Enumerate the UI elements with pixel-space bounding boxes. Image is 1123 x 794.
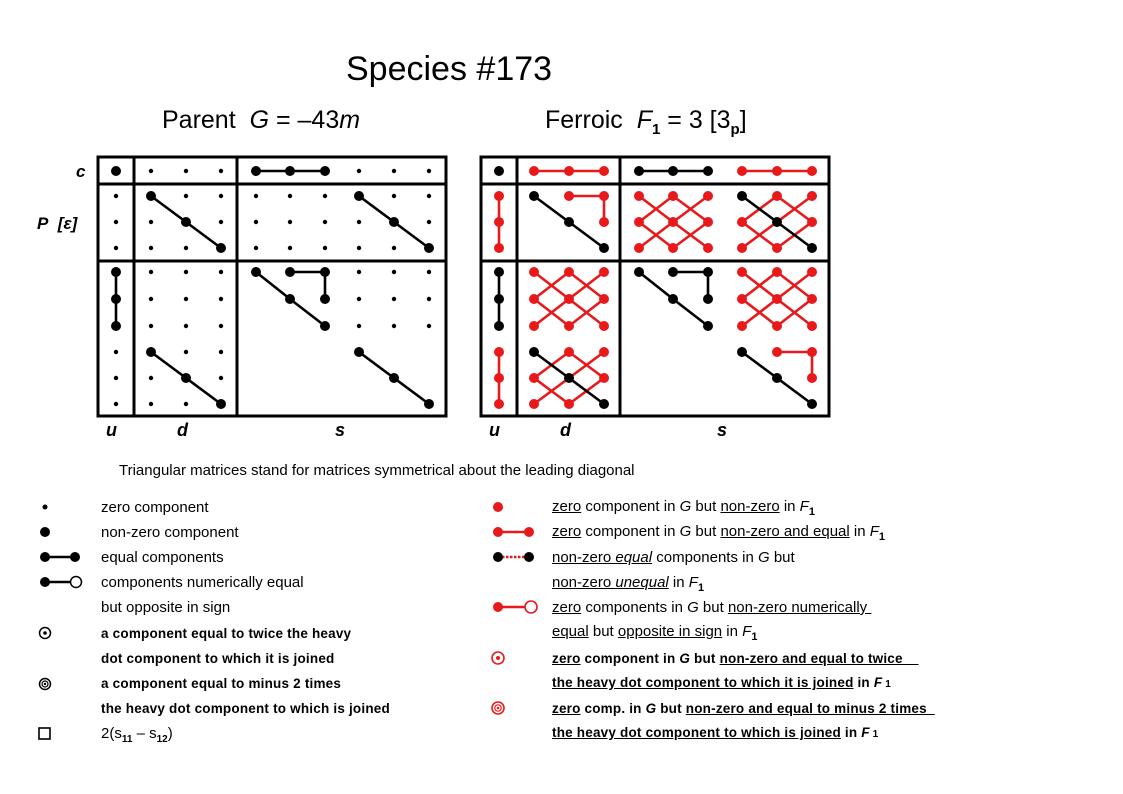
red-dot [494,217,504,227]
zero-dot [288,220,292,224]
legend-minus2-1: a component equal to minus 2 times [101,676,342,691]
red-dot [668,191,678,201]
red-dot [599,294,609,304]
zero-dot [392,324,396,328]
nonzero-dot [807,399,817,409]
nonzero-dot [216,243,226,253]
red-center-dot [497,707,500,710]
zero-dot [219,169,223,173]
zero-dot [114,246,118,250]
zero-dot [149,297,153,301]
nonzero-dot [634,267,644,277]
zero-dot [392,194,396,198]
red-dot [737,166,747,176]
nonzero-dot-icon [70,552,80,562]
zero-dot [427,324,431,328]
zero-dot [149,246,153,250]
nonzero-dot [251,267,261,277]
red-dot [494,399,504,409]
zero-dot [288,194,292,198]
nonzero-dot [494,267,504,277]
red-dot [807,373,817,383]
nonzero-dot-icon [40,552,50,562]
zero-dot [392,297,396,301]
zero-dot [427,169,431,173]
page-title: Species #173 [346,50,553,88]
legend-minus2-2: the heavy dot component to which is joined [101,701,390,716]
red-dot [599,373,609,383]
ferroic-matrix [481,157,829,416]
red-dot [807,321,817,331]
red-dot [529,321,539,331]
legend-equal-components: equal components [101,549,224,566]
red-dot [599,191,609,201]
legend-opposite-sign-1: components numerically equal [101,574,304,591]
zero-dot [392,270,396,274]
red-dot [599,166,609,176]
nonzero-dot [703,294,713,304]
nonzero-dot [354,191,364,201]
zero-dot [357,270,361,274]
equal-link [673,272,708,299]
zero-dot [357,220,361,224]
nonzero-dot [494,321,504,331]
zero-dot [323,220,327,224]
nonzero-dot [494,166,504,176]
red-dot-icon [493,527,503,537]
col-label-d-left: d [177,420,188,440]
red-dot [599,321,609,331]
nonzero-dot [668,294,678,304]
red-dot [564,294,574,304]
zero-dot [149,270,153,274]
nonzero-dot [703,267,713,277]
row-label-c: c [76,162,86,181]
red-equal-link [569,196,604,222]
red-dot [494,243,504,253]
nonzero-dot [354,347,364,357]
red-dot [564,191,574,201]
zero-dot [184,246,188,250]
legend-r4: non-zero unequal in $F_1$ [552,574,705,594]
nonzero-dot [181,217,191,227]
red-dot [564,347,574,357]
red-dot [494,191,504,201]
legend-r3: non-zero equal components in G but [552,549,795,566]
zero-dot [357,297,361,301]
red-dot [529,267,539,277]
nonzero-dot [529,191,539,201]
red-equal-link [777,352,812,378]
matrix-note: Triangular matrices stand for matrices symmetrical about the leading diagonal [119,462,635,479]
red-dot [807,217,817,227]
red-dot-icon [493,502,503,512]
zero-dot-icon [43,505,48,510]
legend-r10: the heavy dot component to which is joined in F 1 [552,725,879,740]
zero-dot [219,297,223,301]
legend-s11-s12: $2(s_{11} - s_{12})$ [101,725,173,745]
col-label-s-right: s [717,420,728,440]
red-dot [807,191,817,201]
zero-dot [219,194,223,198]
nonzero-dot [772,373,782,383]
red-dot [634,191,644,201]
red-dot [772,267,782,277]
nonzero-dot [599,399,609,409]
red-dot [807,347,817,357]
zero-dot [149,402,153,406]
legend-opposite-sign-2: but opposite in sign [101,599,231,616]
red-dot [703,243,713,253]
center-dot [44,683,46,685]
nonzero-dot [285,267,295,277]
red-dot [737,243,747,253]
nonzero-dot [737,347,747,357]
parent-matrix [98,157,446,416]
zero-dot [357,246,361,250]
zero-dot [114,376,118,380]
zero-dot [323,246,327,250]
nonzero-dot [216,399,226,409]
legend-r5: zero components in G but non-zero numerically [552,599,872,616]
zero-dot [114,194,118,198]
zero-dot [149,169,153,173]
nonzero-dot [320,166,330,176]
nonzero-dot [703,166,713,176]
zero-dot [184,350,188,354]
zero-dot [219,220,223,224]
zero-dot [184,297,188,301]
red-dot [772,321,782,331]
zero-dot [184,194,188,198]
zero-dot [114,220,118,224]
red-dot [737,267,747,277]
legend-r1: zero component in G but non-zero in $F_1$ [552,498,815,518]
zero-dot [288,246,292,250]
open-circle-icon [71,577,82,588]
zero-dot [357,169,361,173]
nonzero-dot [807,243,817,253]
zero-dot [357,324,361,328]
red-dot [564,321,574,331]
zero-dot [149,324,153,328]
zero-dot [323,194,327,198]
ferroic-heading: Ferroic $F_1 = 3$ $[3_p]$ [545,106,747,138]
col-label-d-right: d [560,420,571,440]
equal-link [290,272,325,299]
nonzero-dot [181,373,191,383]
legend-twice-1: a component equal to twice the heavy [101,626,352,641]
red-dot [772,243,782,253]
nonzero-dot [737,191,747,201]
red-open-circle-icon [525,601,537,613]
nonzero-dot [111,166,121,176]
nonzero-dot [599,243,609,253]
zero-dot [184,402,188,406]
zero-dot [254,194,258,198]
red-dot [807,166,817,176]
zero-dot [149,376,153,380]
legend-twice-2: dot component to which it is joined [101,651,335,666]
zero-dot [392,169,396,173]
center-dot [43,631,47,635]
legend-zero-component: zero component [101,499,209,516]
zero-dot [219,376,223,380]
nonzero-dot-icon [493,552,503,562]
red-dot [599,267,609,277]
legend-r9: zero comp. in G but non-zero and equal to minus 2 times [552,701,935,716]
nonzero-dot-icon [524,552,534,562]
red-dot [529,399,539,409]
legend-r6: equal but opposite in sign in $F_1$ [552,623,758,643]
nonzero-dot [529,347,539,357]
red-dot [599,347,609,357]
red-dot [668,243,678,253]
nonzero-dot-icon [40,527,50,537]
nonzero-dot [772,217,782,227]
red-dot [634,243,644,253]
nonzero-dot [668,267,678,277]
row-label-p: P [ε] [37,214,78,233]
nonzero-dot [320,321,330,331]
red-dot [807,294,817,304]
red-dot [599,217,609,227]
zero-dot [427,194,431,198]
zero-dot [427,220,431,224]
red-dot [772,166,782,176]
nonzero-dot [564,217,574,227]
red-dot [564,399,574,409]
red-dot [703,217,713,227]
col-label-u-right: u [489,420,500,440]
nonzero-dot [389,217,399,227]
nonzero-dot [251,166,261,176]
red-dot [634,217,644,227]
red-dot [564,267,574,277]
legend-r8: the heavy dot component to which it is joined in F 1 [552,675,892,690]
nonzero-dot [111,267,121,277]
red-center-dot [496,656,500,660]
zero-dot [219,350,223,354]
nonzero-dot [389,373,399,383]
red-dot [737,294,747,304]
col-label-s-left: s [335,420,346,440]
zero-dot [254,220,258,224]
nonzero-dot [424,243,434,253]
nonzero-dot [285,166,295,176]
legend-r2: zero component in G but non-zero and equal in $F_1$ [552,523,886,543]
red-dot [703,191,713,201]
red-dot [737,217,747,227]
nonzero-dot [285,294,295,304]
red-dot [529,373,539,383]
nonzero-dot [320,294,330,304]
legend-nonzero-component: non-zero component [101,524,239,541]
zero-dot [254,246,258,250]
red-dot [529,294,539,304]
nonzero-dot [424,399,434,409]
red-dot [564,166,574,176]
nonzero-dot [146,347,156,357]
nonzero-dot [146,191,156,201]
nonzero-dot [111,321,121,331]
nonzero-dot [564,373,574,383]
legend-r7: zero component in G but non-zero and equal to twice [552,651,919,666]
zero-dot [114,350,118,354]
square-icon [39,728,50,739]
red-dot [494,347,504,357]
zero-dot [184,270,188,274]
zero-dot [184,169,188,173]
parent-group-heading: Parent G = –43m [162,106,361,134]
zero-dot [427,270,431,274]
red-dot-icon [524,527,534,537]
red-dot [668,217,678,227]
red-dot [772,347,782,357]
red-dot-icon [493,602,503,612]
red-dot [772,191,782,201]
zero-dot [219,270,223,274]
red-dot [807,267,817,277]
red-dot [772,294,782,304]
red-dot [529,166,539,176]
nonzero-dot [668,166,678,176]
nonzero-dot [494,294,504,304]
zero-dot [184,324,188,328]
nonzero-dot [111,294,121,304]
zero-dot [219,324,223,328]
zero-dot [427,297,431,301]
nonzero-dot [634,166,644,176]
col-label-u-left: u [106,420,117,440]
red-dot [737,321,747,331]
nonzero-dot [703,321,713,331]
zero-dot [114,402,118,406]
nonzero-dot [320,267,330,277]
red-dot [494,373,504,383]
nonzero-dot-icon [40,577,50,587]
zero-dot [392,246,396,250]
zero-dot [149,220,153,224]
